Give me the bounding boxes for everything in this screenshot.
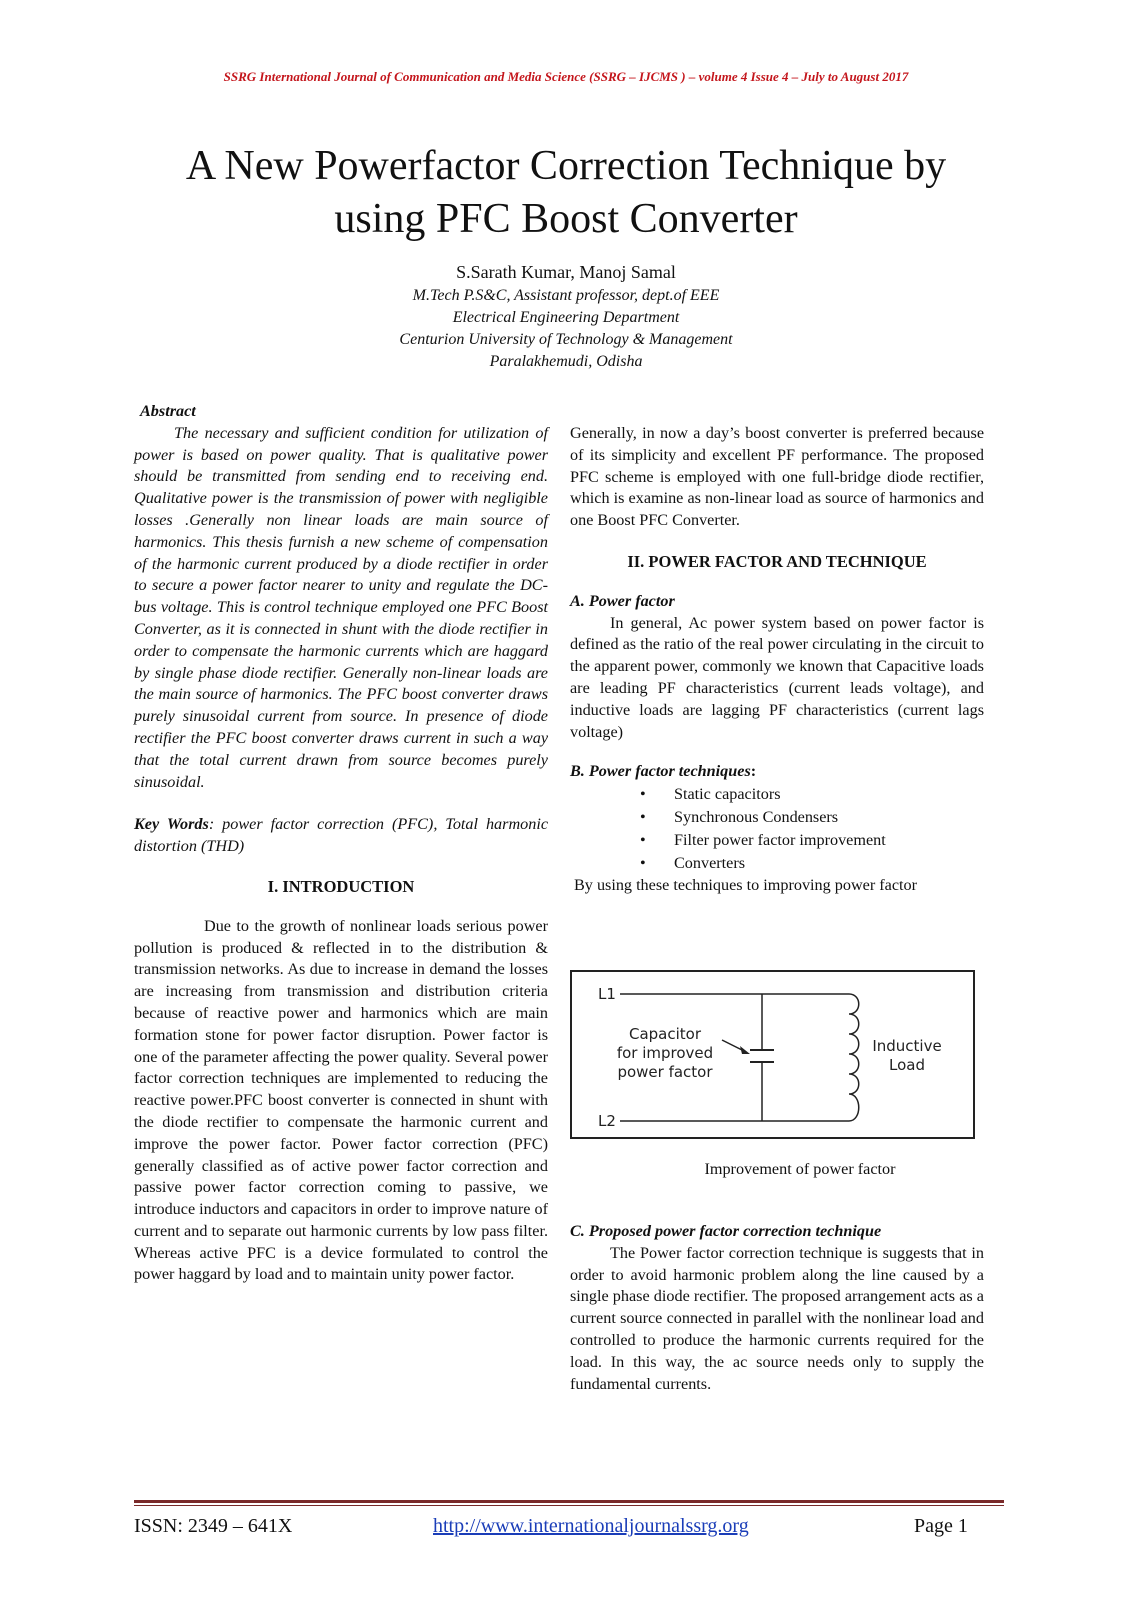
keywords-text: : power factor correction (PFC), Total harmonic distortion (THD): [134, 815, 549, 856]
section2-heading: II. POWER FACTOR AND TECHNIQUE: [627, 551, 927, 571]
intro-text: Due to the growth of nonlinear loads serious power pollution is produced & reflected in to the distribution & transmission networks. As due to increase in demand the losses are increasing from transmission and distribution criteria because of reactive power and harmonics which are main formation stone for power factor disruption. Power factor is one of the parameter affecting the power quality. Several power factor correction techniques are implemented to reducing the reactive power.PFC boost converter is connected in shunt with the diode rectifier to compensate the harmonic current and improve the power factor. Power factor correction (PFC) generally classified as of active power factor correction and passive power factor correction coming to passive, we introduce inductors and capacitors in order to improve nature of current and to separate out harmonic currents by low pass filter. Whereas active PFC is a device formulated to control the power haggard by load and to maintain unity power factor.: [134, 916, 548, 1284]
footer-url-link[interactable]: http://www.internationaljournalssrg.org: [433, 1515, 749, 1537]
proposed-technique-heading: C. Proposed power factor correction technique: [570, 1222, 882, 1240]
list-item: • Converters: [570, 852, 984, 875]
intro-continued-text: Generally, in now a day’s boost converter is preferred because of its simplicity and excellent PF performance. The proposed PFC scheme is employed with one full-bridge diode rectifier, which is examine as non-linear load as source of harmonics and one Boost PFC Converter.: [570, 424, 984, 530]
power-factor-circuit-figure: [570, 970, 975, 1140]
title-line-1: A New Powerfactor Correction Technique by: [185, 143, 947, 189]
intro-heading: I. INTRODUCTION: [267, 876, 415, 896]
capacitor-label-line-2: for improved: [616, 1044, 714, 1062]
load-label-line-2: Load: [889, 1056, 925, 1074]
list-item: • Filter power factor improvement: [570, 829, 984, 852]
right-column: [570, 423, 984, 897]
footer-url-wrap: [433, 1515, 749, 1538]
techniques-list: [570, 783, 984, 875]
techniques-heading-colon: :: [750, 762, 757, 781]
affiliation-line-1: M.Tech P.S&C, Assistant professor, dept.of EEE: [412, 287, 720, 304]
figure-label-l2: L2: [598, 1112, 616, 1130]
figure-label-l1: L1: [598, 985, 616, 1003]
affiliation-line-4: Paralakhemudi, Odisha: [489, 353, 643, 370]
load-label-line-1: Inductive: [872, 1037, 942, 1055]
left-column: [134, 401, 548, 1286]
journal-header: SSRG International Journal of Communication and Media Science (SSRG – IJCMS ) – volume 4 Issue 4 – July to August 2017: [223, 69, 909, 84]
right-column-lower: [570, 1221, 984, 1395]
abstract-heading: Abstract: [140, 402, 196, 420]
list-item: • Static capacitors: [570, 783, 984, 806]
proposed-technique-text: The Power factor correction technique is suggests that in order to avoid harmonic problem along the line caused by a single phase diode rectifier. The proposed arrangement acts as a current source connected in parallel with the nonlinear load and controlled to produce the harmonic currents required for the load. In this way, the ac source needs only to supply the fundamental currents.: [570, 1243, 984, 1393]
capacitor-label-line-1: Capacitor: [628, 1025, 702, 1043]
keywords-label: Key Words: [134, 815, 209, 834]
power-factor-heading: A. Power factor: [570, 591, 675, 610]
footer-rule-thin: [134, 1505, 1004, 1506]
footer-issn: ISSN: 2349 – 641X: [134, 1515, 293, 1537]
affiliation-line-2: Electrical Engineering Department: [452, 309, 680, 326]
footer-rule: [134, 1500, 1004, 1503]
paper-title: [80, 140, 1052, 246]
abstract-text: The necessary and sufficient condition for utilization of power is based on power quality. That is qualitative power should be transmitted from sending end to receiving end. Qualitative power is the transmission of power with negligible losses .Generally non linear loads are main source of harmonics. This thesis furnish a new scheme of compensation of the harmonic current produced by a diode rectifier in order to secure a power factor nearer to unity and regulate the DC-bus voltage. This is control technique employed one PFC Boost Converter, as it is connected in shunt with the diode rectifier in order to compensate the harmonic currents which are haggard by single phase diode rectifier. Generally non-linear loads are the main source of harmonics. The PFC boost converter draws purely sinusoidal current from source. In presence of diode rectifier the PFC boost converter draws current in such a way that the total current drawn from source becomes purely sinusoidal.: [134, 423, 548, 791]
affiliation-line-3: Centurion University of Technology & Management: [399, 331, 733, 348]
list-item: • Synchronous Condensers: [570, 806, 984, 829]
title-line-2: using PFC Boost Converter: [334, 196, 798, 242]
techniques-heading: [570, 761, 984, 783]
techniques-heading-text: B. Power factor techniques: [570, 762, 751, 781]
techniques-after-text: By using these techniques to improving power factor: [574, 876, 918, 895]
footer-page-number: Page 1: [914, 1515, 968, 1537]
power-factor-text: In general, Ac power system based on power factor is defined as the ratio of the real power circulating in the circuit to the apparent power, commonly we known that Capacitive loads are leading PF characteristics (current leads voltage), and inductive loads are lagging PF characteristics (current lags voltage): [570, 613, 984, 741]
figure-caption: Improvement of power factor: [704, 1160, 896, 1178]
authors: S.Sarath Kumar, Manoj Samal: [456, 262, 676, 282]
capacitor-label-line-3: power factor: [617, 1063, 713, 1081]
keywords: [134, 814, 548, 858]
